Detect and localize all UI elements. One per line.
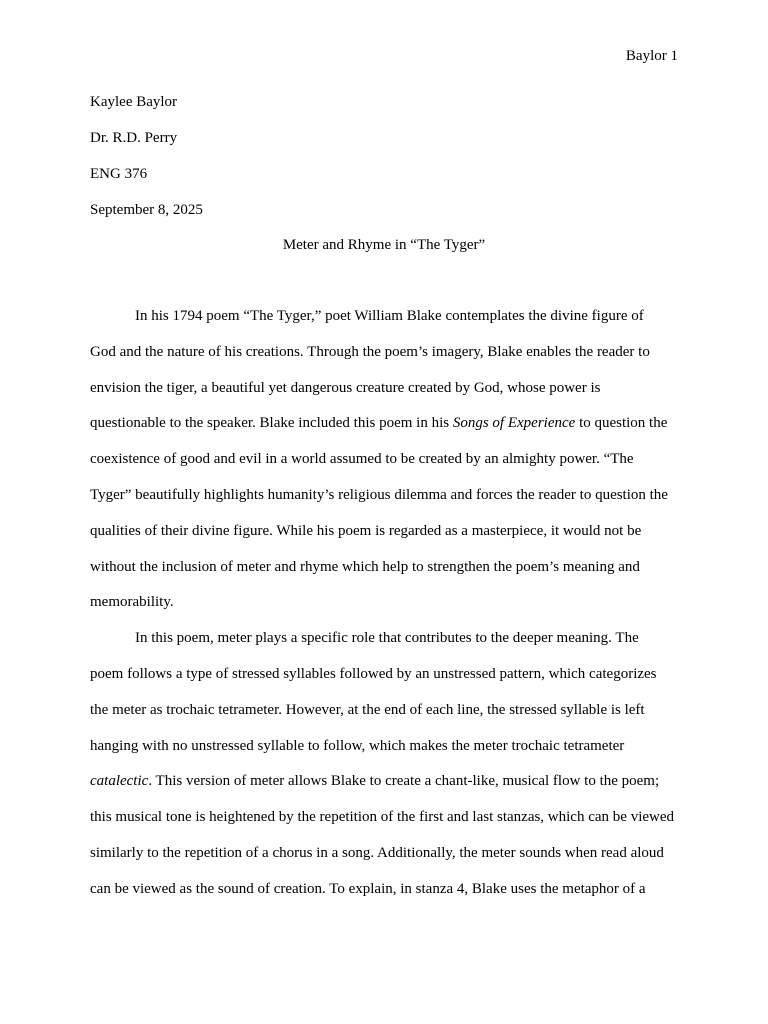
text-line <box>90 772 678 808</box>
instructor-name: Dr. R.D. Perry <box>90 130 178 146</box>
text-line: this musical tone is heightened by the repetition of the first and last stanzas, which can be viewed <box>90 809 675 826</box>
text-span: questionable to the speaker. Blake included this poem in his <box>90 415 453 432</box>
text-line: similarly to the repetition of a chorus in a song. Additionally, the meter sounds when read aloud <box>90 844 664 861</box>
course-name: ENG 376 <box>90 166 148 182</box>
text-line: can be viewed as the sound of creation. To explain, in stanza 4, Blake uses the metaphor of a <box>90 880 646 897</box>
text-line: In his 1794 poem “The Tyger,” poet William Blake contemplates the divine figure of <box>135 308 644 324</box>
essay-body <box>90 307 678 916</box>
text-line <box>90 414 678 450</box>
text-line: the meter as trochaic tetrameter. However, at the end of each line, the stressed syllable is left <box>90 701 645 718</box>
mla-heading <box>90 93 678 237</box>
text-line: without the inclusion of meter and rhyme which help to strengthen the poem’s meaning and <box>90 558 640 575</box>
text-span: . This version of meter allows Blake to create a chant-like, musical flow to the poem; <box>148 773 660 790</box>
date: September 8, 2025 <box>90 202 203 218</box>
text-line: memorability. <box>90 594 174 611</box>
text-line: hanging with no unstressed syllable to follow, which makes the meter trochaic tetrameter <box>90 737 625 754</box>
paragraph-1 <box>90 307 678 629</box>
running-head: Baylor 1 <box>625 48 678 64</box>
author-name: Kaylee Baylor <box>90 94 178 110</box>
text-line: poem follows a type of stressed syllables followed by an unstressed pattern, which categorizes <box>90 665 657 682</box>
text-line: coexistence of good and evil in a world assumed to be created by an almighty power. “The <box>90 451 634 468</box>
essay-title: Meter and Rhyme in “The Tyger” <box>282 237 486 253</box>
paragraph-2 <box>90 629 678 915</box>
term-italic: catalectic <box>90 773 149 790</box>
text-line: qualities of their divine figure. While his poem is regarded as a masterpiece, it would not be <box>90 522 642 539</box>
book-title-italic: Songs of Experience <box>452 415 576 432</box>
text-line: In this poem, meter plays a specific role that contributes to the deeper meaning. The <box>135 630 639 647</box>
text-line: envision the tiger, a beautiful yet dangerous creature created by God, whose power is <box>90 379 601 396</box>
text-line: God and the nature of his creations. Through the poem’s imagery, Blake enables the reader to <box>90 343 650 360</box>
text-span: to question the <box>575 415 668 432</box>
text-line: Tyger” beautifully highlights humanity’s religious dilemma and forces the reader to question the <box>90 486 668 503</box>
